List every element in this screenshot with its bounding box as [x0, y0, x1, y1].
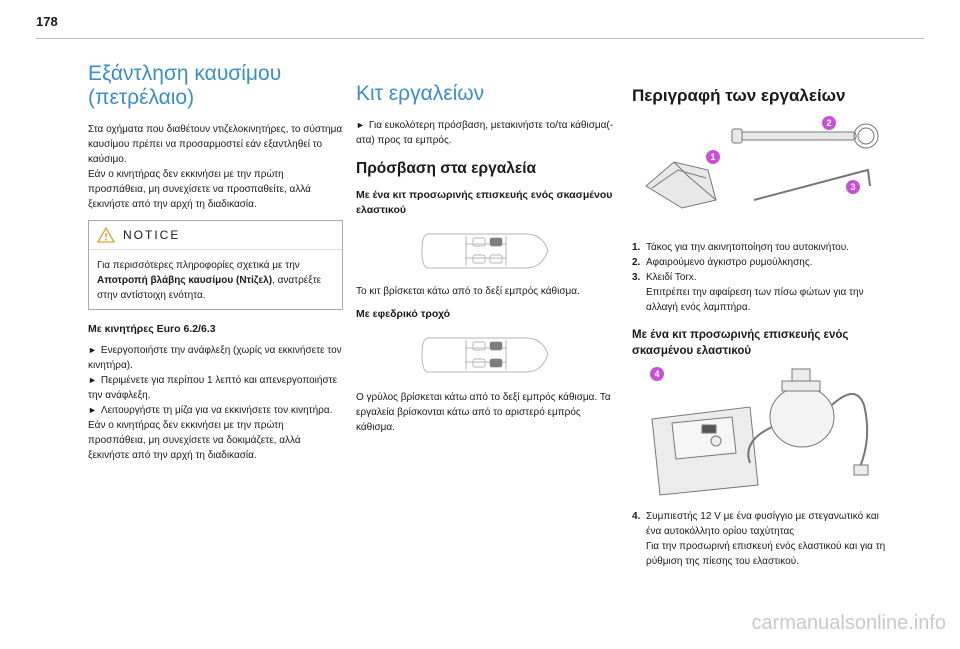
kit-caption: Το κιτ βρίσκεται κάτω από το δεξί εμπρός κάθισμα. — [356, 286, 580, 297]
toolkit-section — [356, 62, 618, 443]
spare-caption: Ο γρύλος βρίσκεται κάτω από το δεξί εμπρός κάθισμα. Τα εργαλεία βρίσκονται κάτω από το αριστερό εμπρός κάθισμα. — [356, 392, 611, 433]
kit-heading: Με ένα κιτ προσωρινής επισκευής ενός σκασμένου ελαστικού — [356, 189, 613, 216]
tools-illustration — [632, 116, 890, 220]
list-item: 3. Κλειδί Torx. — [632, 272, 697, 283]
notice-label: NOTICE — [123, 228, 181, 242]
outro-text: Εάν ο κινητήρας δεν εκκινήσει με την πρώτη προσπάθεια, μη συνεχίσετε να δοκιμάζετε, αλλά ξεκινήστε από την αρχή τη διαδικασία. — [88, 420, 301, 461]
compressor-drawing — [632, 367, 890, 501]
tool-list — [632, 240, 890, 315]
list-item-detail — [632, 285, 890, 315]
section-title-tools: Περιγραφή των εργαλείων — [632, 86, 846, 105]
list-item: 1. Τάκος για την ακινητοποίηση του αυτοκινήτου. — [632, 242, 849, 253]
list-item: 4. Συμπιεστής 12 V με ένα φυσίγγιο με στεγανωτικό και ένα αυτοκόλλητο ορίου ταχύτητας — [632, 509, 890, 539]
watermark: carmanualsonline.info — [751, 612, 946, 634]
fuel-exhaustion-section — [88, 62, 343, 463]
seat-tip — [356, 118, 618, 148]
engine-heading: Με κινητήρες Euro 6.2/6.3 — [88, 323, 216, 335]
step-2-text: Περιμένετε για περίπου 1 λεπτό και απενεργοποιήστε την ανάφλεξη. — [88, 375, 338, 401]
list-item: 2. Αφαιρούμενο άγκιστρο ρυμούλκησης. — [632, 257, 813, 268]
arrow-icon: ► — [88, 345, 97, 355]
step-1-text: Ενεργοποιήστε την ανάφλεξη (χωρίς να εκκινήσετε τον κινητήρα). — [88, 345, 342, 371]
title-line-2: (πετρέλαιο) — [88, 86, 195, 109]
step-3 — [88, 403, 343, 418]
intro-text-2: Εάν ο κινητήρας δεν εκκινήσει με την πρώτη προσπάθεια, μη συνεχίσετε να προσπαθείτε, αλλά ξεκινήστε από την αρχή τη διαδικασία. — [88, 169, 311, 210]
badge-3: 3 — [846, 180, 860, 194]
compressor-list — [632, 509, 890, 569]
car-top-view-kit — [356, 224, 618, 280]
section-title-toolkit: Κιτ εργαλείων — [356, 82, 485, 105]
title-line-1: Εξάντληση καυσίμου — [88, 62, 282, 85]
list-item-detail-text: Επιτρέπει την αφαίρεση των πίσω φώτων για την αλλαγή ενός λαμπτήρα. — [646, 287, 864, 313]
page-number: 178 — [36, 14, 58, 29]
warning-icon — [97, 227, 115, 243]
step-2 — [88, 373, 343, 403]
list-item-text: Συμπιεστής 12 V με ένα φυσίγγιο με στεγανωτικό και ένα αυτοκόλλητο ορίου ταχύτητας — [646, 511, 879, 537]
seat-tip-text: Για ευκολότερη πρόσβαση, μετακινήστε το/τα κάθισμα(-ατα) προς τα εμπρός. — [356, 120, 614, 146]
badge-4: 4 — [650, 367, 664, 381]
notice-text-c: , ανατρέξτε στην αντίστοιχη ενότητα. — [97, 275, 322, 301]
arrow-icon: ► — [88, 405, 97, 415]
notice-text-a: Για περισσότερες πληροφορίες σχετικά με την — [97, 260, 300, 271]
notice-box — [88, 220, 343, 310]
access-heading: Πρόσβαση στα εργαλεία — [356, 160, 537, 177]
top-divider — [36, 38, 924, 39]
compressor-kit-heading: Με ένα κιτ προσωρινής επισκευής ενός σκασμένου ελαστικού — [632, 329, 849, 357]
intro-text: Στα οχήματα που διαθέτουν ντιζελοκινητήρες, το σύστημα καυσίμου πρέπει να προσαρμοστεί εάν εξαντληθεί το καύσιμο. — [88, 124, 343, 165]
list-item-text: Τάκος για την ακινητοποίηση του αυτοκινήτου. — [646, 242, 849, 253]
step-3-text: Λειτουργήστε τη μίζα για να εκκινήσετε τον κινητήρα. — [100, 405, 333, 416]
car-top-view-spare — [356, 328, 618, 384]
compressor-illustration — [632, 367, 890, 501]
tools-drawing — [632, 116, 890, 220]
list-item-text: Κλειδί Torx. — [646, 272, 697, 283]
notice-link[interactable]: Αποτροπή βλάβης καυσίμου (Ντίζελ) — [97, 275, 273, 286]
list-item-detail — [632, 539, 890, 569]
badge-1: 1 — [706, 150, 720, 164]
section-title-fuel — [88, 62, 343, 110]
arrow-icon: ► — [356, 120, 365, 130]
list-item-detail-text: Για την προσωρινή επισκευή ενός ελαστικού και για τη ρύθμιση της πίεσης του ελαστικού. — [646, 541, 886, 567]
tool-description-section — [632, 62, 890, 577]
spare-wheel-heading: Με εφεδρικό τροχό — [356, 308, 451, 320]
arrow-icon: ► — [88, 375, 97, 385]
notice-body — [89, 250, 342, 309]
badge-2: 2 — [822, 116, 836, 130]
notice-header — [89, 221, 342, 250]
list-item-text: Αφαιρούμενο άγκιστρο ρυμούλκησης. — [646, 257, 813, 268]
step-1 — [88, 343, 343, 373]
